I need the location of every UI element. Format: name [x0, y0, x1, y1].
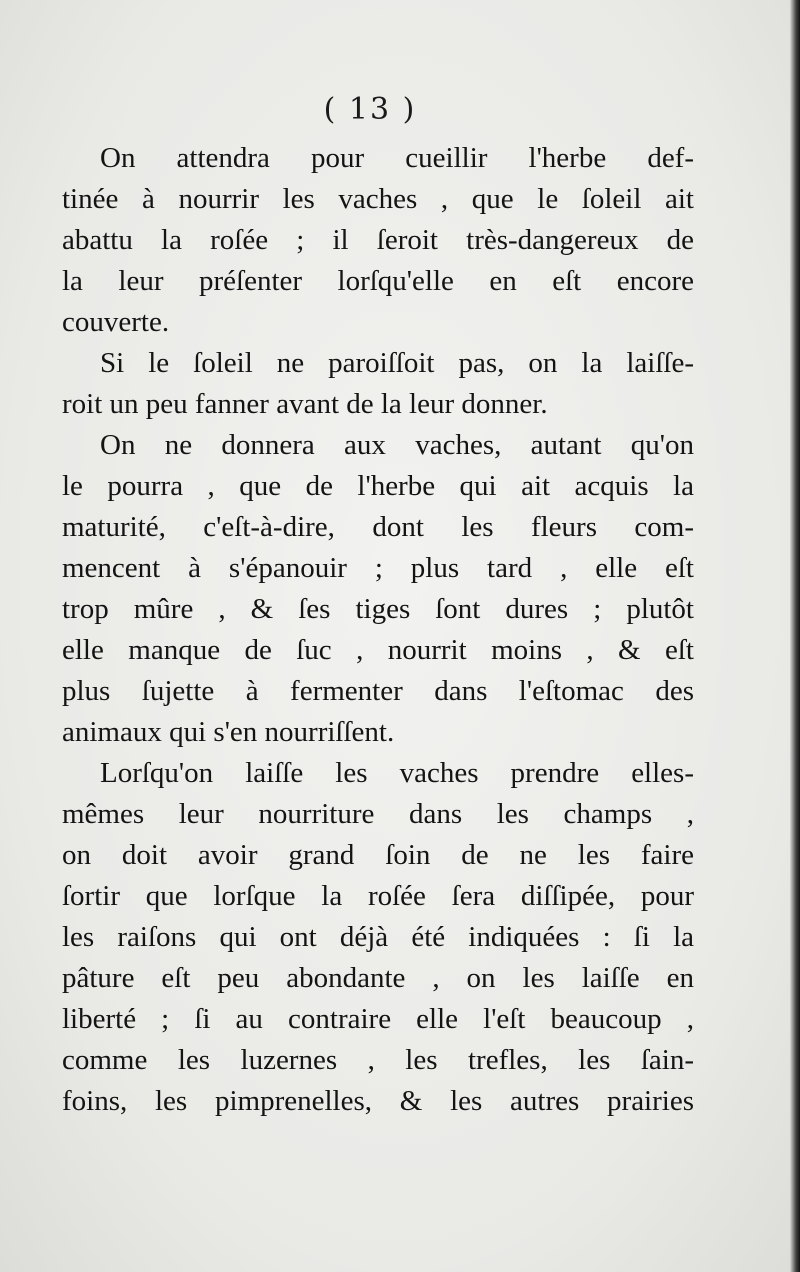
- text-line: mêmes leur nourriture dans les champs ,: [62, 798, 694, 830]
- text-line: elle manque de ſuc , nourrit moins , & eſt: [62, 634, 694, 666]
- text-line: abattu la roſée ; il ſeroit très-dangereux de: [62, 224, 694, 256]
- text-line: foins, les pimprenelles, & les autres prairies: [62, 1085, 694, 1117]
- body-text: [62, 138, 694, 1122]
- text-line: comme les luzernes , les trefles, les ſain-: [62, 1044, 694, 1076]
- text-line: Lorſqu'on laiſſe les vaches prendre elles-: [100, 757, 694, 789]
- page-gutter-shadow: [790, 0, 800, 1272]
- text-line: le pourra , que de l'herbe qui ait acquis la: [62, 470, 694, 502]
- text-line: trop mûre , & ſes tiges ſont dures ; plutôt: [62, 593, 694, 625]
- text-line: Si le ſoleil ne paroiſſoit pas, on la laiſſe-: [100, 347, 694, 379]
- page-number: ( 13 ): [323, 92, 417, 127]
- text-line: mencent à s'épanouir ; plus tard , elle eſt: [62, 552, 694, 584]
- text-line: on doit avoir grand ſoin de ne les faire: [62, 839, 694, 871]
- text-line: couverte.: [62, 306, 170, 338]
- text-line: roit un peu fanner avant de la leur donner.: [62, 388, 548, 420]
- text-line: animaux qui s'en nourriſſent.: [62, 716, 395, 748]
- text-line: la leur préſenter lorſqu'elle en eſt encore: [62, 265, 694, 297]
- text-line: On attendra pour cueillir l'herbe def-: [100, 142, 694, 174]
- text-line: ſortir que lorſque la roſée ſera diſſipée, pour: [62, 880, 694, 912]
- text-line: pâture eſt peu abondante , on les laiſſe en: [62, 962, 694, 994]
- text-line: liberté ; ſi au contraire elle l'eſt beaucoup ,: [62, 1003, 694, 1035]
- text-line: maturité, c'eſt-à-dire, dont les fleurs com-: [62, 511, 694, 543]
- text-line: On ne donnera aux vaches, autant qu'on: [100, 429, 694, 461]
- text-line: tinée à nourrir les vaches , que le ſoleil ait: [62, 183, 694, 215]
- text-line: les raiſons qui ont déjà été indiquées : ſi la: [62, 921, 694, 953]
- text-line: plus ſujette à fermenter dans l'eſtomac des: [62, 675, 694, 707]
